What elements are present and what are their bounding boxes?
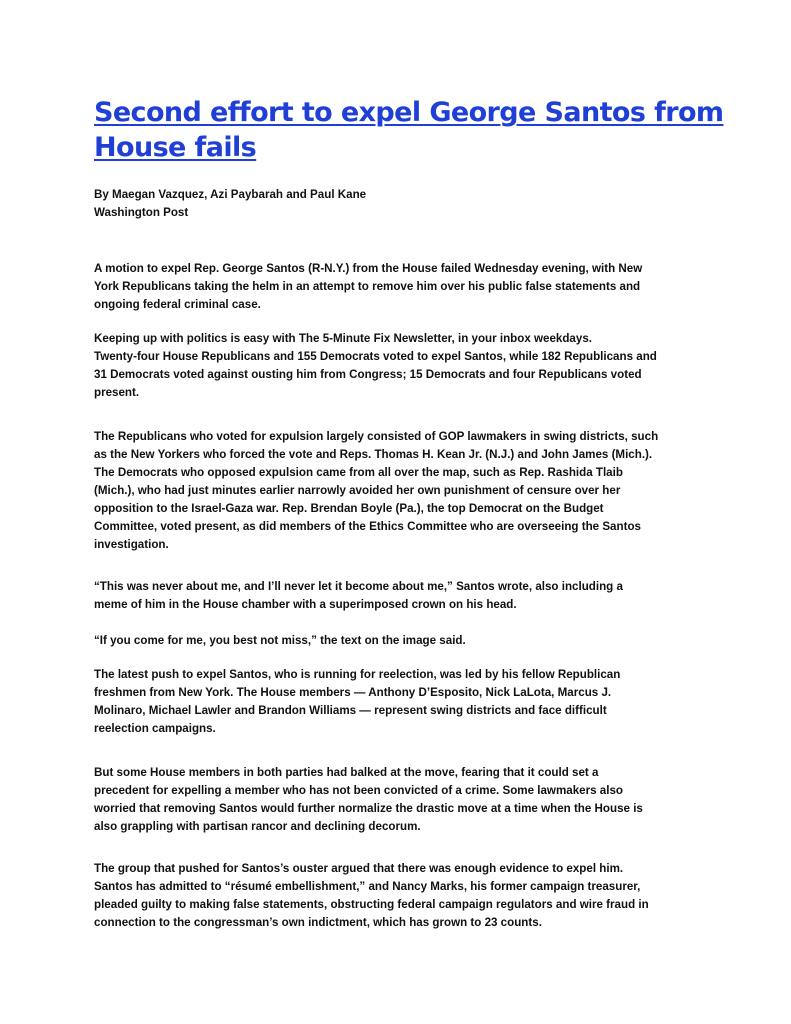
- paragraph-2: [94, 330, 714, 402]
- byline-authors: By Maegan Vazquez, Azi Paybarah and Paul Kane: [94, 188, 367, 201]
- paragraph-line: pleaded guilty to making false statements, obstructing federal campaign regulators and wire fraud in: [94, 898, 649, 911]
- paragraph-line: investigation.: [94, 538, 169, 551]
- paragraph-line: The Republicans who voted for expulsion largely consisted of GOP lawmakers in swing districts, such: [94, 430, 659, 443]
- paragraph-line: 31 Democrats voted against ousting him from Congress; 15 Democrats and four Republicans voted: [94, 368, 642, 381]
- paragraph-line: meme of him in the House chamber with a superimposed crown on his head.: [94, 598, 517, 611]
- paragraph-line: as the New Yorkers who forced the vote and Reps. Thomas H. Kean Jr. (N.J.) and John James (Mich.).: [94, 448, 653, 461]
- paragraph-line: also grappling with partisan rancor and declining decorum.: [94, 820, 421, 833]
- byline-outlet: Washington Post: [94, 206, 189, 219]
- article-headline-link[interactable]: [94, 95, 734, 165]
- headline-line-1[interactable]: Second effort to expel George Santos from: [94, 97, 724, 128]
- headline-line-2[interactable]: House fails: [94, 132, 257, 163]
- paragraph-line: The group that pushed for Santos’s ouster argued that there was enough evidence to expel him.: [94, 862, 624, 875]
- paragraph-1: [94, 260, 714, 314]
- paragraph-line: “This was never about me, and I’ll never let it become about me,” Santos wrote, also including a: [94, 580, 623, 593]
- byline: [94, 186, 714, 222]
- paragraph-line: Committee, voted present, as did members of the Ethics Committee who are overseeing the Santos: [94, 520, 641, 533]
- paragraph-8: [94, 860, 714, 932]
- paragraph-5: [94, 632, 714, 650]
- paragraph-7: [94, 764, 714, 836]
- paragraph-3: [94, 428, 714, 554]
- paragraph-line: Keeping up with politics is easy with The 5-Minute Fix Newsletter, in your inbox weekdays.: [94, 332, 592, 345]
- paragraph-line: A motion to expel Rep. George Santos (R-N.Y.) from the House failed Wednesday evening, with New: [94, 262, 643, 275]
- paragraph-line: Twenty-four House Republicans and 155 Democrats voted to expel Santos, while 182 Republicans and: [94, 350, 657, 363]
- paragraph-line: worried that removing Santos would further normalize the drastic move at a time when the House is: [94, 802, 643, 815]
- paragraph-line: opposition to the Israel-Gaza war. Rep. Brendan Boyle (Pa.), the top Democrat on the Budget: [94, 502, 604, 515]
- paragraph-line: Molinaro, Michael Lawler and Brandon Williams — represent swing districts and face difficult: [94, 704, 607, 717]
- paragraph-line: reelection campaigns.: [94, 722, 216, 735]
- paragraph-line: (Mich.), who had just minutes earlier narrowly avoided her own punishment of censure over her: [94, 484, 621, 497]
- paragraph-line: The latest push to expel Santos, who is running for reelection, was led by his fellow Republican: [94, 668, 621, 681]
- paragraph-line: connection to the congressman’s own indictment, which has grown to 23 counts.: [94, 916, 542, 929]
- paragraph-6: [94, 666, 714, 738]
- paragraph-line: ongoing federal criminal case.: [94, 298, 261, 311]
- paragraph-line: precedent for expelling a member who has not been convicted of a crime. Some lawmakers also: [94, 784, 623, 797]
- paragraph-line: The Democrats who opposed expulsion came from all over the map, such as Rep. Rashida Tlaib: [94, 466, 623, 479]
- paragraph-line: freshmen from New York. The House members — Anthony D’Esposito, Nick LaLota, Marcus J.: [94, 686, 612, 699]
- paragraph-line: “If you come for me, you best not miss,” the text on the image said.: [94, 634, 466, 647]
- paragraph-line: But some House members in both parties had balked at the move, fearing that it could set a: [94, 766, 599, 779]
- paragraph-line: York Republicans taking the helm in an attempt to remove him over his public false statements and: [94, 280, 641, 293]
- paragraph-line: Santos has admitted to “résumé embellishment,” and Nancy Marks, his former campaign treasurer,: [94, 880, 641, 893]
- paragraph-line: present.: [94, 386, 140, 399]
- paragraph-4: [94, 578, 714, 614]
